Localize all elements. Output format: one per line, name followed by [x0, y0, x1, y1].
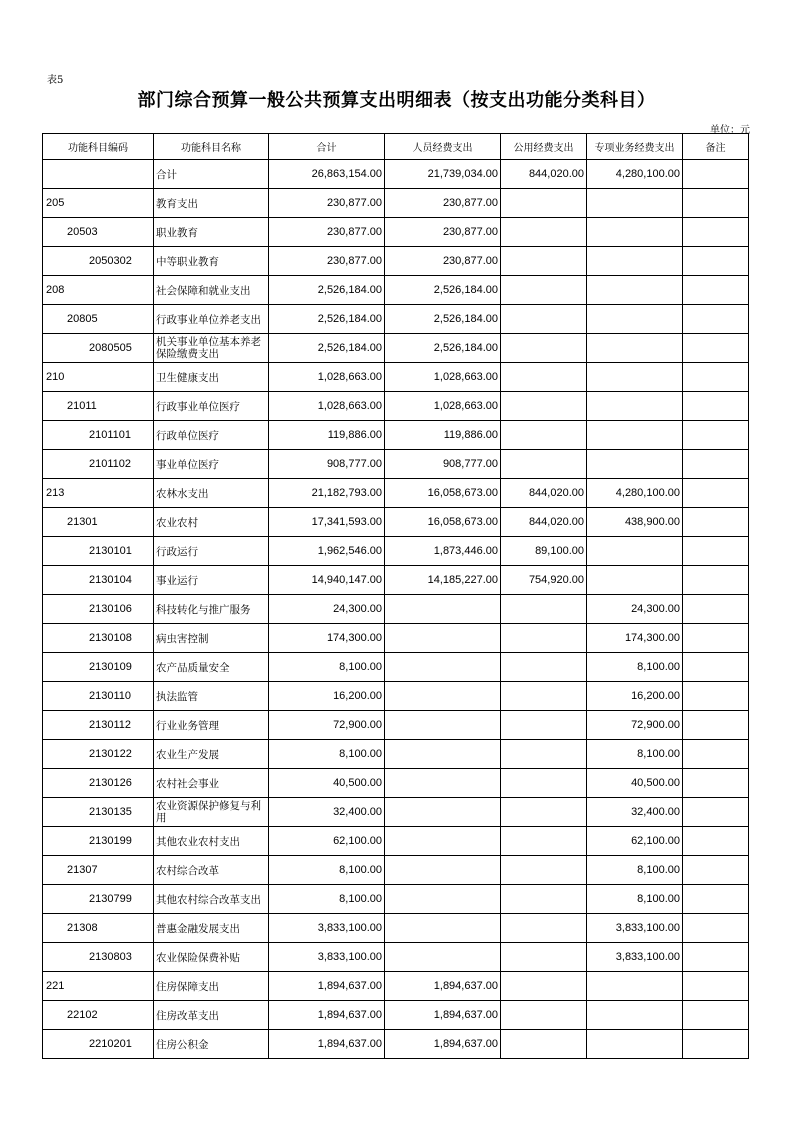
personnel-cell: 1,873,446.00: [385, 537, 501, 566]
code-cell: 210: [43, 363, 154, 392]
total-cell: 1,028,663.00: [269, 363, 385, 392]
personnel-cell: 908,777.00: [385, 450, 501, 479]
note-cell: [683, 856, 749, 885]
header-public: 公用经费支出: [501, 134, 587, 160]
personnel-cell: [385, 740, 501, 769]
code-cell: 2130199: [43, 827, 154, 856]
header-personnel: 人员经费支出: [385, 134, 501, 160]
name-cell: 农产品质量安全: [154, 653, 269, 682]
note-cell: [683, 769, 749, 798]
public-cell: [501, 218, 587, 247]
code-cell: 20503: [43, 218, 154, 247]
special-cell: 174,300.00: [587, 624, 683, 653]
note-cell: [683, 392, 749, 421]
personnel-cell: 1,028,663.00: [385, 392, 501, 421]
public-cell: [501, 421, 587, 450]
public-cell: [501, 682, 587, 711]
total-cell: 2,526,184.00: [269, 305, 385, 334]
name-cell: 农业保险保费补贴: [154, 943, 269, 972]
table-row: [43, 508, 749, 537]
name-cell: 中等职业教育: [154, 247, 269, 276]
name-cell: 农村综合改革: [154, 856, 269, 885]
personnel-cell: 1,028,663.00: [385, 363, 501, 392]
note-cell: [683, 653, 749, 682]
personnel-cell: [385, 711, 501, 740]
table-row: [43, 943, 749, 972]
total-cell: 3,833,100.00: [269, 914, 385, 943]
table-row: [43, 595, 749, 624]
public-cell: 844,020.00: [501, 479, 587, 508]
code-cell: 21307: [43, 856, 154, 885]
note-cell: [683, 566, 749, 595]
personnel-cell: [385, 769, 501, 798]
name-cell: 普惠金融发展支出: [154, 914, 269, 943]
public-cell: [501, 856, 587, 885]
special-cell: 16,200.00: [587, 682, 683, 711]
table-row: [43, 421, 749, 450]
code-cell: 2130112: [43, 711, 154, 740]
special-cell: 40,500.00: [587, 769, 683, 798]
table-row: [43, 682, 749, 711]
note-cell: [683, 276, 749, 305]
header-name: 功能科目名称: [154, 134, 269, 160]
personnel-cell: 119,886.00: [385, 421, 501, 450]
name-cell: 住房保障支出: [154, 972, 269, 1001]
special-cell: [587, 537, 683, 566]
note-cell: [683, 450, 749, 479]
table-row: [43, 740, 749, 769]
code-cell: 2210201: [43, 1030, 154, 1059]
table-row: [43, 247, 749, 276]
table-row: [43, 769, 749, 798]
total-cell: 908,777.00: [269, 450, 385, 479]
special-cell: [587, 1001, 683, 1030]
name-cell: 教育支出: [154, 189, 269, 218]
table-row: [43, 856, 749, 885]
code-cell: 2130110: [43, 682, 154, 711]
name-cell: 行政事业单位医疗: [154, 392, 269, 421]
name-cell: 农林水支出: [154, 479, 269, 508]
code-cell: 2130109: [43, 653, 154, 682]
table-row: [43, 305, 749, 334]
public-cell: [501, 972, 587, 1001]
total-cell: 119,886.00: [269, 421, 385, 450]
personnel-cell: [385, 682, 501, 711]
public-cell: 89,100.00: [501, 537, 587, 566]
code-cell: 2130106: [43, 595, 154, 624]
public-cell: [501, 450, 587, 479]
table-row: [43, 1030, 749, 1059]
table-row: [43, 914, 749, 943]
table-row: [43, 1001, 749, 1030]
public-cell: [501, 276, 587, 305]
note-cell: [683, 421, 749, 450]
code-cell: 2130101: [43, 537, 154, 566]
total-cell: 230,877.00: [269, 247, 385, 276]
name-cell: 行政单位医疗: [154, 421, 269, 450]
name-cell: 住房改革支出: [154, 1001, 269, 1030]
table-row: [43, 189, 749, 218]
note-cell: [683, 363, 749, 392]
special-cell: [587, 972, 683, 1001]
total-cell: 17,341,593.00: [269, 508, 385, 537]
personnel-cell: [385, 827, 501, 856]
personnel-cell: 230,877.00: [385, 218, 501, 247]
personnel-cell: 14,185,227.00: [385, 566, 501, 595]
public-cell: [501, 798, 587, 827]
personnel-cell: [385, 885, 501, 914]
name-cell: 农业生产发展: [154, 740, 269, 769]
total-cell: 3,833,100.00: [269, 943, 385, 972]
name-cell: 行业业务管理: [154, 711, 269, 740]
table-row: [43, 798, 749, 827]
name-cell: 机关事业单位基本养老保险缴费支出: [154, 334, 269, 363]
note-cell: [683, 740, 749, 769]
special-cell: 3,833,100.00: [587, 914, 683, 943]
code-cell: 2101102: [43, 450, 154, 479]
table-row: [43, 450, 749, 479]
name-cell: 科技转化与推广服务: [154, 595, 269, 624]
public-cell: [501, 363, 587, 392]
code-cell: 21308: [43, 914, 154, 943]
total-cell: 26,863,154.00: [269, 160, 385, 189]
total-cell: 40,500.00: [269, 769, 385, 798]
note-cell: [683, 798, 749, 827]
total-cell: 8,100.00: [269, 885, 385, 914]
personnel-cell: [385, 798, 501, 827]
note-cell: [683, 189, 749, 218]
name-cell: 事业单位医疗: [154, 450, 269, 479]
total-cell: 8,100.00: [269, 856, 385, 885]
special-cell: [587, 363, 683, 392]
personnel-cell: [385, 856, 501, 885]
personnel-cell: 21,739,034.00: [385, 160, 501, 189]
total-cell: 174,300.00: [269, 624, 385, 653]
personnel-cell: 16,058,673.00: [385, 508, 501, 537]
note-cell: [683, 160, 749, 189]
note-cell: [683, 334, 749, 363]
public-cell: [501, 711, 587, 740]
special-cell: 24,300.00: [587, 595, 683, 624]
name-cell: 其他农村综合改革支出: [154, 885, 269, 914]
code-cell: 2130135: [43, 798, 154, 827]
public-cell: [501, 334, 587, 363]
name-cell: 住房公积金: [154, 1030, 269, 1059]
personnel-cell: 230,877.00: [385, 189, 501, 218]
special-cell: [587, 334, 683, 363]
header-note: 备注: [683, 134, 749, 160]
name-cell: 农村社会事业: [154, 769, 269, 798]
name-cell: 农业资源保护修复与利用: [154, 798, 269, 827]
public-cell: 754,920.00: [501, 566, 587, 595]
personnel-cell: 1,894,637.00: [385, 972, 501, 1001]
special-cell: 4,280,100.00: [587, 479, 683, 508]
note-cell: [683, 885, 749, 914]
special-cell: [587, 450, 683, 479]
table-row: [43, 972, 749, 1001]
public-cell: [501, 392, 587, 421]
total-cell: 2,526,184.00: [269, 334, 385, 363]
table-row: [43, 392, 749, 421]
name-cell: 农业农村: [154, 508, 269, 537]
code-cell: 2101101: [43, 421, 154, 450]
name-cell: 其他农业农村支出: [154, 827, 269, 856]
code-cell: 2130108: [43, 624, 154, 653]
public-cell: [501, 624, 587, 653]
public-cell: [501, 189, 587, 218]
total-cell: 8,100.00: [269, 653, 385, 682]
note-cell: [683, 1030, 749, 1059]
total-cell: 1,894,637.00: [269, 1001, 385, 1030]
document-title: 部门综合预算一般公共预算支出明细表（按支出功能分类科目）: [137, 90, 656, 111]
note-cell: [683, 943, 749, 972]
special-cell: 32,400.00: [587, 798, 683, 827]
table-row: [43, 827, 749, 856]
name-cell: 卫生健康支出: [154, 363, 269, 392]
personnel-cell: 1,894,637.00: [385, 1030, 501, 1059]
special-cell: [587, 189, 683, 218]
table-number-label: 表5: [47, 75, 64, 86]
note-cell: [683, 711, 749, 740]
special-cell: [587, 566, 683, 595]
public-cell: [501, 769, 587, 798]
special-cell: [587, 1030, 683, 1059]
code-cell: 22102: [43, 1001, 154, 1030]
personnel-cell: 2,526,184.00: [385, 276, 501, 305]
code-cell: 2080505: [43, 334, 154, 363]
table-row: [43, 885, 749, 914]
total-cell: 1,962,546.00: [269, 537, 385, 566]
code-cell: 2130104: [43, 566, 154, 595]
total-cell: 1,028,663.00: [269, 392, 385, 421]
special-cell: [587, 218, 683, 247]
total-cell: 14,940,147.00: [269, 566, 385, 595]
code-cell: 2130122: [43, 740, 154, 769]
name-cell: 职业教育: [154, 218, 269, 247]
public-cell: [501, 885, 587, 914]
note-cell: [683, 479, 749, 508]
personnel-cell: 1,894,637.00: [385, 1001, 501, 1030]
personnel-cell: [385, 943, 501, 972]
name-cell: 合计: [154, 160, 269, 189]
total-cell: 2,526,184.00: [269, 276, 385, 305]
note-cell: [683, 827, 749, 856]
table-row: [43, 711, 749, 740]
code-cell: 221: [43, 972, 154, 1001]
expenditure-table: [42, 133, 749, 1059]
note-cell: [683, 972, 749, 1001]
table-row: [43, 334, 749, 363]
name-cell: 行政事业单位养老支出: [154, 305, 269, 334]
note-cell: [683, 914, 749, 943]
special-cell: [587, 392, 683, 421]
unit-label: 单位：元: [710, 125, 750, 136]
total-cell: 21,182,793.00: [269, 479, 385, 508]
personnel-cell: [385, 653, 501, 682]
note-cell: [683, 537, 749, 566]
header-code: 功能科目编码: [43, 134, 154, 160]
personnel-cell: [385, 595, 501, 624]
public-cell: [501, 653, 587, 682]
special-cell: 438,900.00: [587, 508, 683, 537]
special-cell: 8,100.00: [587, 653, 683, 682]
header-row: [43, 134, 749, 160]
table-row: [43, 363, 749, 392]
public-cell: [501, 595, 587, 624]
table-row: [43, 624, 749, 653]
public-cell: [501, 1001, 587, 1030]
special-cell: 3,833,100.00: [587, 943, 683, 972]
total-cell: 230,877.00: [269, 218, 385, 247]
personnel-cell: 2,526,184.00: [385, 305, 501, 334]
code-cell: 20805: [43, 305, 154, 334]
personnel-cell: 230,877.00: [385, 247, 501, 276]
public-cell: [501, 914, 587, 943]
table-row: [43, 479, 749, 508]
code-cell: [43, 160, 154, 189]
header-special: 专项业务经费支出: [587, 134, 683, 160]
total-cell: 24,300.00: [269, 595, 385, 624]
personnel-cell: [385, 624, 501, 653]
name-cell: 执法监管: [154, 682, 269, 711]
note-cell: [683, 682, 749, 711]
total-cell: 72,900.00: [269, 711, 385, 740]
total-cell: 8,100.00: [269, 740, 385, 769]
code-cell: 21011: [43, 392, 154, 421]
name-cell: 社会保障和就业支出: [154, 276, 269, 305]
table-row: [43, 160, 749, 189]
personnel-cell: [385, 914, 501, 943]
code-cell: 21301: [43, 508, 154, 537]
public-cell: [501, 827, 587, 856]
note-cell: [683, 218, 749, 247]
public-cell: 844,020.00: [501, 160, 587, 189]
special-cell: [587, 305, 683, 334]
public-cell: [501, 305, 587, 334]
total-cell: 1,894,637.00: [269, 972, 385, 1001]
note-cell: [683, 508, 749, 537]
code-cell: 2130126: [43, 769, 154, 798]
public-cell: [501, 943, 587, 972]
special-cell: 4,280,100.00: [587, 160, 683, 189]
table-body: [43, 160, 749, 1059]
note-cell: [683, 247, 749, 276]
name-cell: 事业运行: [154, 566, 269, 595]
public-cell: [501, 1030, 587, 1059]
personnel-cell: 2,526,184.00: [385, 334, 501, 363]
public-cell: [501, 247, 587, 276]
note-cell: [683, 624, 749, 653]
public-cell: 844,020.00: [501, 508, 587, 537]
table-row: [43, 276, 749, 305]
total-cell: 32,400.00: [269, 798, 385, 827]
name-cell: 行政运行: [154, 537, 269, 566]
public-cell: [501, 740, 587, 769]
total-cell: 62,100.00: [269, 827, 385, 856]
special-cell: 8,100.00: [587, 856, 683, 885]
special-cell: [587, 247, 683, 276]
note-cell: [683, 595, 749, 624]
special-cell: 62,100.00: [587, 827, 683, 856]
note-cell: [683, 305, 749, 334]
header-total: 合计: [269, 134, 385, 160]
code-cell: 2130803: [43, 943, 154, 972]
table-row: [43, 218, 749, 247]
total-cell: 1,894,637.00: [269, 1030, 385, 1059]
table-row: [43, 653, 749, 682]
code-cell: 2050302: [43, 247, 154, 276]
code-cell: 2130799: [43, 885, 154, 914]
table-row: [43, 537, 749, 566]
total-cell: 16,200.00: [269, 682, 385, 711]
special-cell: 8,100.00: [587, 740, 683, 769]
personnel-cell: 16,058,673.00: [385, 479, 501, 508]
name-cell: 病虫害控制: [154, 624, 269, 653]
special-cell: 72,900.00: [587, 711, 683, 740]
note-cell: [683, 1001, 749, 1030]
special-cell: [587, 421, 683, 450]
special-cell: 8,100.00: [587, 885, 683, 914]
code-cell: 208: [43, 276, 154, 305]
special-cell: [587, 276, 683, 305]
table-row: [43, 566, 749, 595]
code-cell: 205: [43, 189, 154, 218]
code-cell: 213: [43, 479, 154, 508]
total-cell: 230,877.00: [269, 189, 385, 218]
